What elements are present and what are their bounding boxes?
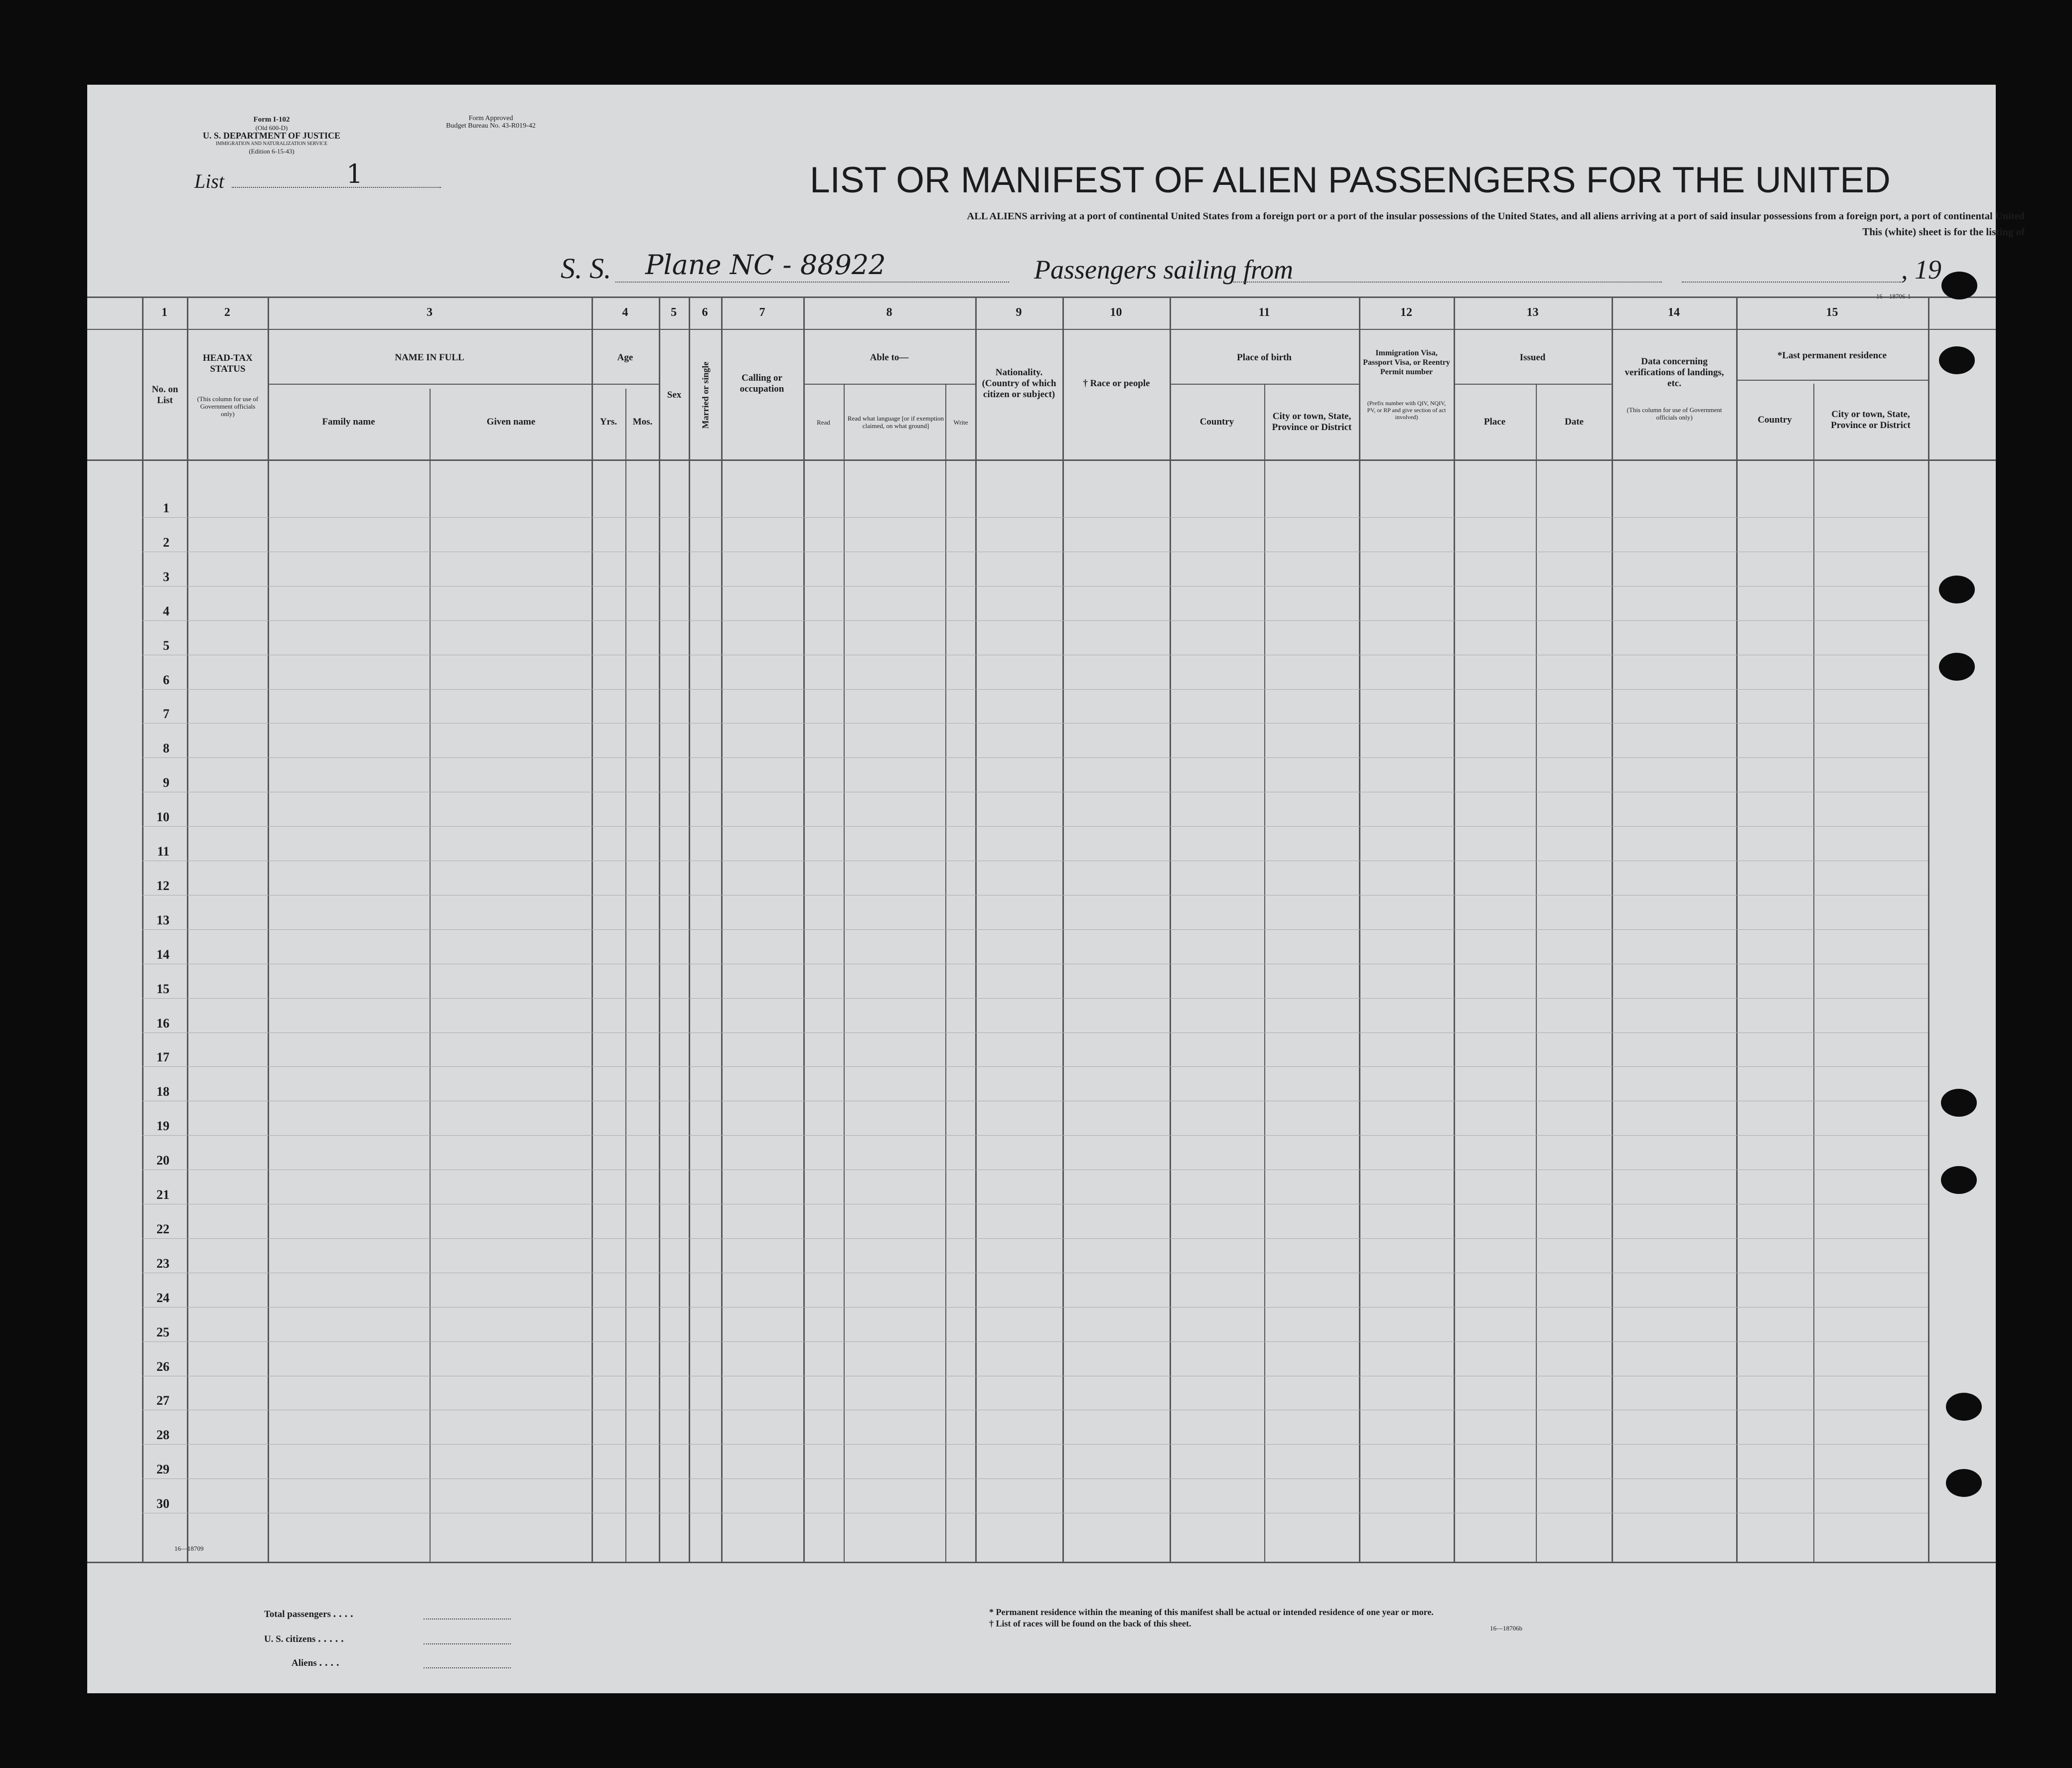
row-number: 10 [156, 810, 169, 824]
row-number: 20 [156, 1153, 169, 1168]
row-number: 12 [156, 879, 169, 893]
row-rule [142, 586, 1928, 587]
row-number: 4 [163, 604, 169, 618]
row-number: 28 [156, 1428, 169, 1442]
col-line [430, 389, 431, 1562]
column-number-3: 3 [427, 305, 433, 319]
subtitle: ALL ALIENS arriving at a port of continental United States from a foreign port or a port of the insular possessions of the United States, and all aliens arriving at a port of said insular possessions from a foreign port, a port of continental United [967, 211, 2025, 222]
column-number-5: 5 [671, 305, 677, 319]
header-yrs: Yrs. [599, 417, 617, 427]
binder-hole [1946, 1393, 1982, 1421]
row-number: 30 [156, 1496, 169, 1511]
row-rule [142, 1066, 1928, 1067]
col-line [1264, 384, 1265, 1562]
header-landing-note: (This column for use of Government officials only) [1627, 406, 1722, 421]
header-read-language: Read what language [or if exemption claimed, on what ground] [847, 415, 944, 430]
row-number: 22 [156, 1222, 169, 1236]
header-place-of-birth: Place of birth [1237, 352, 1292, 363]
code-left: 16—18709 [174, 1545, 204, 1552]
header-visa: Immigration Visa, Passport Visa, or Reentry Permit number [1363, 349, 1450, 376]
header-write: Write [953, 418, 968, 426]
row-number: 25 [156, 1325, 169, 1339]
header-birth-city: City or town, State, Province or District [1272, 411, 1352, 433]
header-head-tax: HEAD-TAX STATUS [203, 353, 253, 374]
header-birth-country: Country [1199, 417, 1234, 427]
header-residence-country: Country [1758, 415, 1792, 425]
binder-hole [1939, 576, 1975, 603]
aliens-text: Aliens [292, 1658, 317, 1668]
col-line [1928, 296, 1929, 1562]
row-number: 2 [163, 535, 169, 550]
header-race: † Race or people [1083, 378, 1150, 389]
row-number: 8 [163, 741, 169, 755]
aliens-field[interactable] [424, 1667, 511, 1668]
header-issued-place: Place [1483, 417, 1506, 427]
column-number-12: 12 [1400, 305, 1412, 319]
row-number: 13 [156, 913, 169, 927]
row-rule [142, 1238, 1928, 1239]
binder-hole [1946, 1469, 1982, 1497]
row-number: 6 [163, 673, 169, 687]
column-number-7: 7 [759, 305, 765, 319]
row-number: 7 [163, 707, 169, 721]
header-age: Age [617, 352, 633, 363]
row-rule [142, 757, 1928, 758]
row-rule [142, 1478, 1928, 1479]
row-rule [142, 1135, 1928, 1136]
col-line [625, 389, 626, 1562]
row-number: 19 [156, 1119, 169, 1133]
row-number: 11 [157, 844, 169, 859]
row-number: 29 [156, 1462, 169, 1476]
row-number: 9 [163, 775, 169, 790]
row-number: 1 [163, 501, 169, 515]
binder-hole [1941, 1089, 1977, 1117]
sailing-label: Passengers sailing from [1034, 255, 1294, 285]
leader-dots: .... [333, 1607, 356, 1620]
column-number-4: 4 [622, 305, 628, 319]
row-number: 26 [156, 1359, 169, 1374]
column-number-13: 13 [1526, 305, 1539, 319]
column-number-9: 9 [1016, 305, 1022, 319]
sailing-date-line [1682, 282, 1901, 283]
manifest-sheet [87, 85, 2025, 1693]
row-number: 5 [163, 638, 169, 653]
header-head-tax-note: (This column for use of Government officials only) [197, 395, 259, 418]
row-rule [142, 998, 1928, 999]
form-approved: Form Approved [468, 115, 513, 122]
subtitle-continued: This (white) sheet is for the listing of [1862, 226, 2025, 238]
footnote-races: † List of races will be found on the back of this sheet. [989, 1619, 1191, 1628]
header-family-name: Family name [322, 417, 375, 427]
header-bottom-border [87, 459, 1996, 461]
col-line [1813, 384, 1814, 1562]
header-calling: Calling or occupation [740, 373, 784, 394]
header-read: Read [817, 418, 830, 426]
row-number: 23 [156, 1256, 169, 1271]
column-number-11: 11 [1258, 305, 1270, 319]
header-landing: Data concerning verifications of landings, etc. [1625, 356, 1724, 389]
row-number: 15 [156, 982, 169, 996]
leader-dots: ..... [318, 1632, 347, 1644]
vessel-line [615, 282, 1009, 283]
row-rule [142, 517, 1928, 518]
header-name-in-full: NAME IN FULL [395, 352, 464, 363]
row-rule [142, 826, 1928, 827]
binder-hole [1939, 346, 1975, 374]
header-residence-city: City or town, State, Province or District [1831, 409, 1911, 431]
footnote-residence: * Permanent residence within the meaning of this manifest shall be actual or intended residence of one year or more. [989, 1607, 1434, 1617]
form-number: Form I-102 [253, 116, 290, 124]
col-line [1536, 384, 1537, 1562]
header-issued: Issued [1519, 352, 1546, 363]
column-number-10: 10 [1110, 305, 1122, 319]
row-number: 18 [156, 1084, 169, 1099]
binder-hole [1941, 1166, 1977, 1194]
header-last-residence: *Last permanent residence [1777, 350, 1887, 361]
list-label: List [194, 170, 225, 192]
column-number-8: 8 [886, 305, 892, 319]
total-passengers-text: Total passengers [264, 1609, 331, 1620]
approval-block [406, 115, 576, 130]
list-value: 1 [346, 159, 363, 189]
row-number: 21 [156, 1187, 169, 1202]
table-top-border [87, 296, 1996, 298]
page-title: LIST OR MANIFEST OF ALIEN PASSENGERS FOR THE UNITED [810, 160, 1891, 200]
row-rule [142, 689, 1928, 690]
department: U. S. DEPARTMENT OF JUSTICE [202, 131, 341, 141]
form-id-block [187, 116, 356, 155]
vessel-name: Plane NC - 88922 [645, 249, 886, 281]
row-number: 24 [156, 1291, 169, 1305]
row-rule [142, 723, 1928, 724]
service: IMMIGRATION AND NATURALIZATION SERVICE [216, 141, 327, 147]
row-rule [142, 1444, 1928, 1445]
header-married [690, 331, 721, 458]
code-right: 16—18706b [1490, 1624, 1522, 1632]
column-number-14: 14 [1668, 305, 1680, 319]
header-sex: Sex [667, 389, 682, 400]
row-number: 3 [163, 570, 169, 584]
list-line [232, 187, 441, 188]
column-number-1: 1 [161, 305, 167, 319]
binder-hole [1939, 653, 1975, 681]
header-able-to: Able to— [870, 352, 909, 363]
col-line [844, 384, 845, 1562]
header-nationality: Nationality. (Country of which citizen or subject) [982, 367, 1056, 400]
column-number-divider [87, 329, 1996, 330]
total-passengers-label [264, 1607, 356, 1620]
table-bottom-border [87, 1562, 1996, 1563]
row-number: 17 [156, 1050, 169, 1064]
old-form: (Old 600-D) [255, 124, 288, 132]
budget-number: Budget Bureau No. 43-R019-42 [446, 122, 536, 130]
us-citizens-label [264, 1632, 347, 1645]
binder-hole [1941, 272, 1977, 299]
header-no-on-list: No. on List [151, 384, 178, 406]
edition: (Edition 6-15-43) [249, 147, 295, 155]
header-issued-date: Date [1565, 417, 1584, 427]
col-line [945, 384, 946, 1562]
column-number-15: 15 [1826, 305, 1838, 319]
column-number-6: 6 [702, 305, 708, 319]
header-visa-note: (Prefix number with QIV, NQIV, PV, or RP and give section of act involved) [1367, 399, 1446, 421]
column-number-2: 2 [224, 305, 230, 319]
us-citizens-field[interactable] [424, 1643, 511, 1644]
us-citizens-text: U. S. citizens [264, 1634, 316, 1644]
row-rule [142, 1032, 1928, 1033]
row-number: 16 [156, 1016, 169, 1031]
row-rule [142, 929, 1928, 930]
sailing-from-line [1233, 282, 1662, 283]
ss-label: S. S. [561, 252, 611, 285]
leader-dots: .... [319, 1656, 342, 1668]
row-number: 27 [156, 1393, 169, 1408]
row-number: 14 [156, 947, 169, 962]
row-rule [142, 1341, 1928, 1342]
total-passengers-field[interactable] [424, 1619, 511, 1620]
aliens-label [292, 1656, 342, 1669]
year-label: , 19 [1901, 255, 1941, 285]
header-mos: Mos. [632, 417, 653, 427]
row-rule [142, 1307, 1928, 1308]
row-rule [142, 620, 1928, 621]
header-given-name: Given name [486, 417, 536, 427]
header-married-text: Married or single [700, 361, 711, 429]
